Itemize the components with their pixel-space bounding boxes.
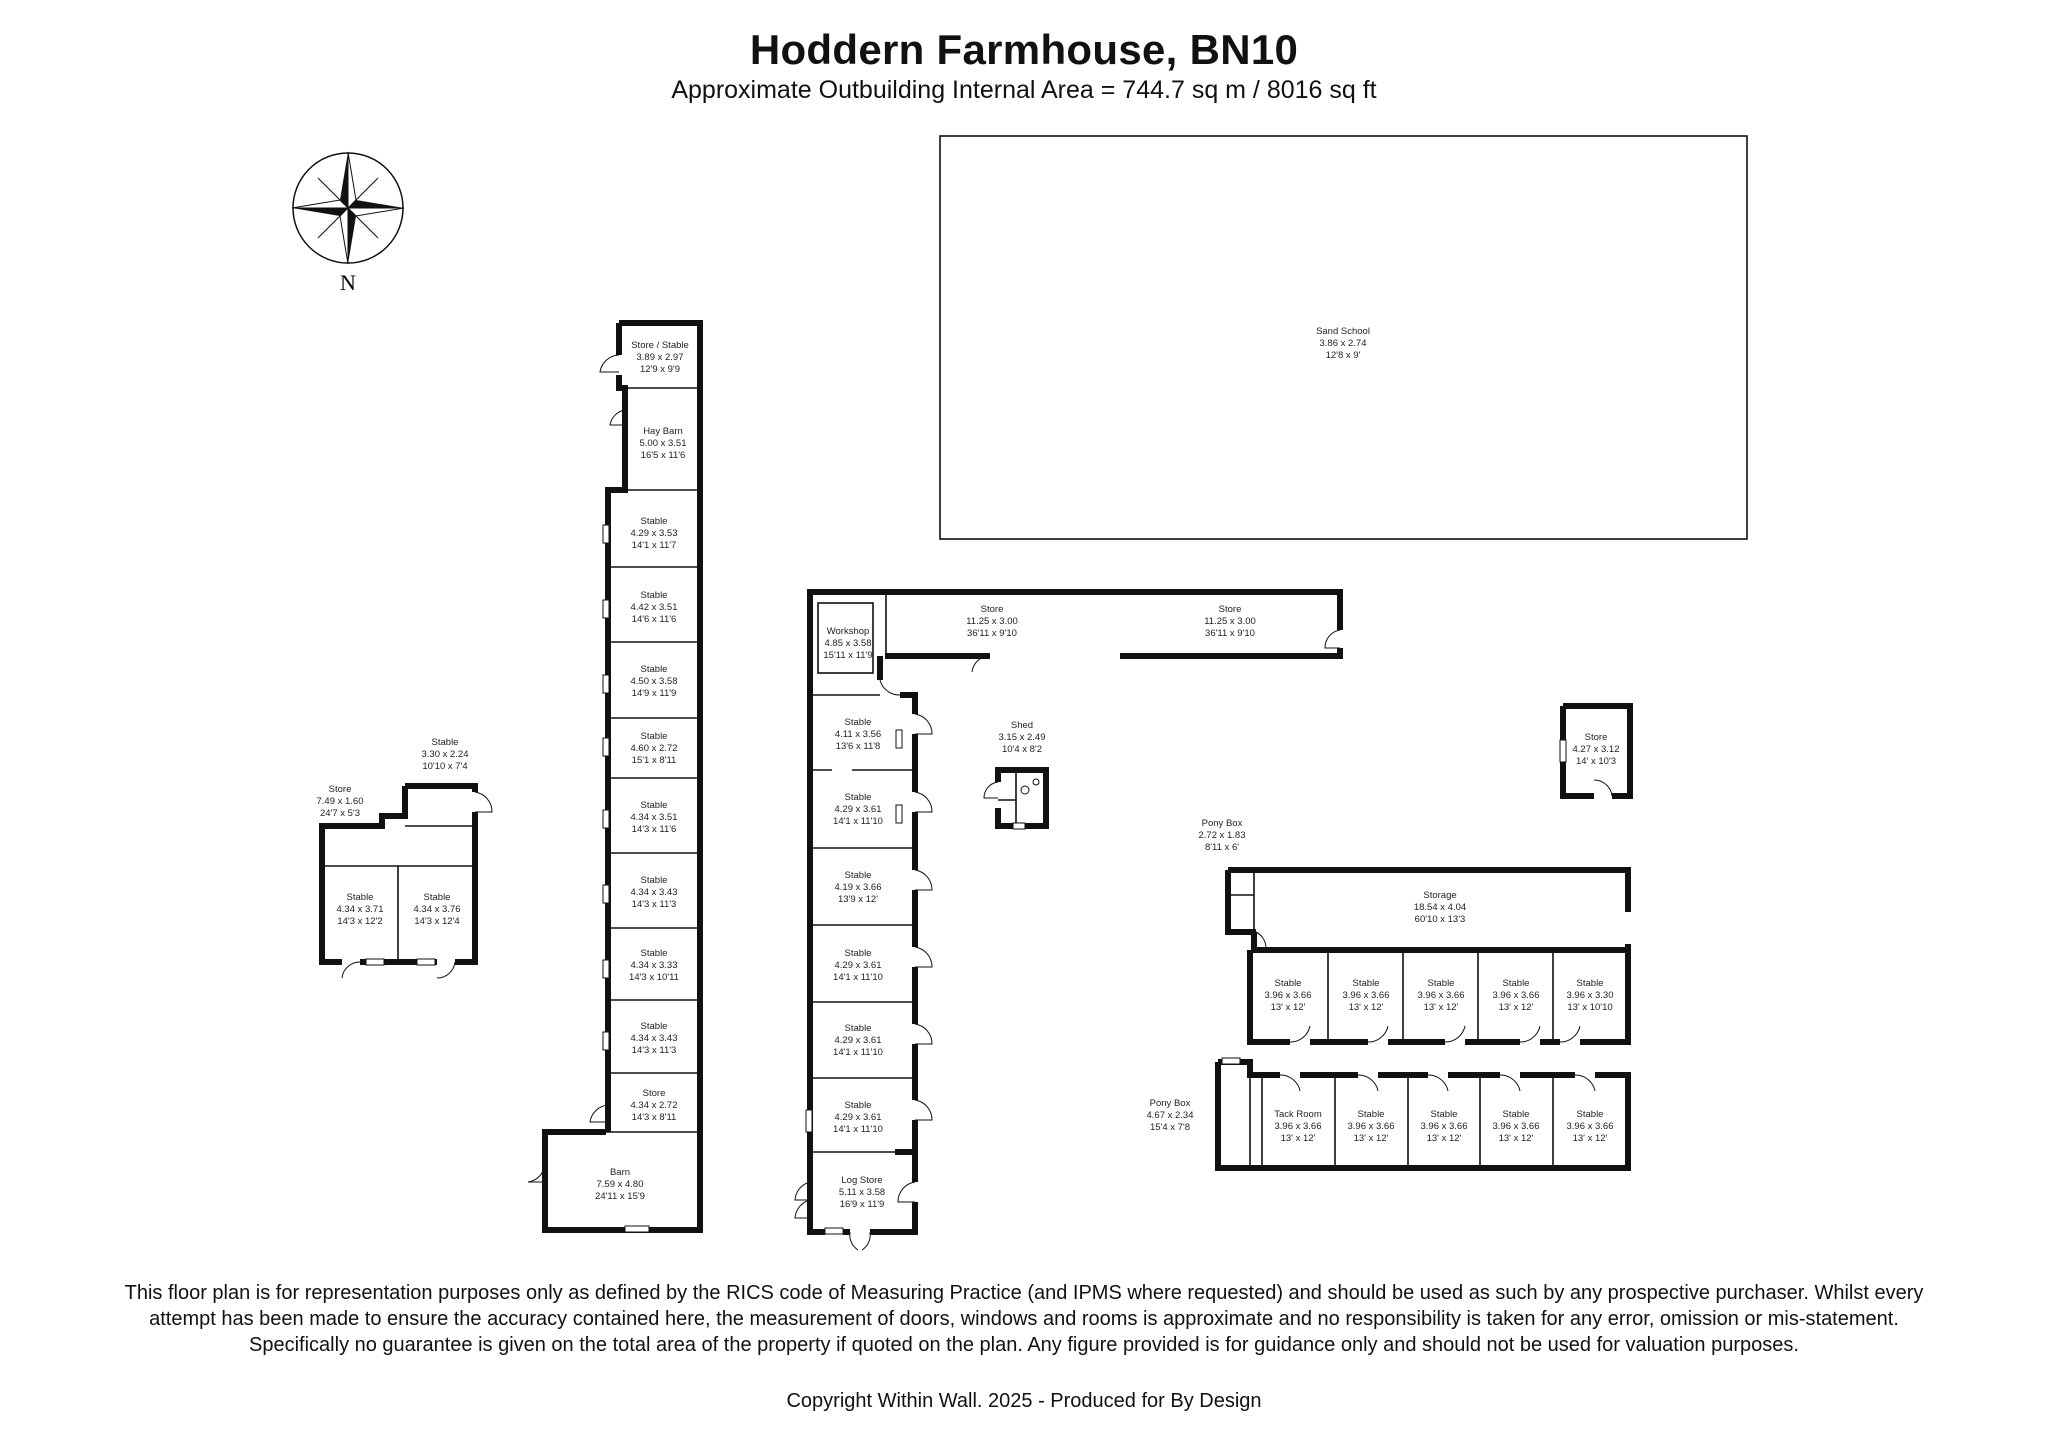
room-label-row2-stable-1 xyxy=(1347,1109,1394,1144)
svg-text:13' x 12': 13' x 12' xyxy=(1426,1133,1462,1144)
room-label-storage xyxy=(1414,890,1466,925)
room-label-workshop xyxy=(823,626,872,661)
svg-text:12'9 x 9'9: 12'9 x 9'9 xyxy=(639,364,681,375)
svg-text:3.96 x 3.66: 3.96 x 3.66 xyxy=(1274,1121,1322,1132)
svg-text:Stable: Stable xyxy=(640,1021,668,1032)
svg-text:3.96 x 3.66: 3.96 x 3.66 xyxy=(1342,990,1390,1001)
svg-text:Shed: Shed xyxy=(1010,720,1034,731)
svg-text:14'3 x 12'4: 14'3 x 12'4 xyxy=(414,916,460,927)
svg-text:8'11 x 6': 8'11 x 6' xyxy=(1204,842,1240,853)
room-label-right-store xyxy=(1572,732,1619,767)
room-label-column-stable-1 xyxy=(630,516,677,551)
room-label-middle-stable-1 xyxy=(835,717,881,752)
room-label-pony-box-2 xyxy=(1146,1098,1193,1133)
svg-text:Store: Store xyxy=(980,604,1004,615)
svg-text:Stable: Stable xyxy=(431,737,459,748)
svg-text:13' x 12': 13' x 12' xyxy=(1498,1133,1534,1144)
room-label-sand-school xyxy=(1316,326,1370,361)
svg-text:3.96 x 3.66: 3.96 x 3.66 xyxy=(1420,1121,1468,1132)
svg-text:15'1 x 8'11: 15'1 x 8'11 xyxy=(631,755,677,766)
svg-text:13'9 x 12': 13'9 x 12' xyxy=(837,894,879,905)
svg-text:Workshop: Workshop xyxy=(826,626,870,637)
svg-text:Pony Box: Pony Box xyxy=(1149,1098,1191,1109)
shed-building xyxy=(984,770,1046,829)
svg-text:24'11 x 15'9: 24'11 x 15'9 xyxy=(595,1191,645,1202)
svg-text:10'10 x 7'4: 10'10 x 7'4 xyxy=(422,761,468,772)
svg-text:13' x 12': 13' x 12' xyxy=(1423,1002,1459,1013)
svg-text:36'11 x 9'10: 36'11 x 9'10 xyxy=(967,628,1017,639)
svg-text:Log Store: Log Store xyxy=(841,1175,883,1186)
svg-text:4.29 x 3.61: 4.29 x 3.61 xyxy=(834,960,882,971)
svg-text:Stable: Stable xyxy=(844,870,872,881)
compass-north-label: N xyxy=(340,270,356,295)
svg-text:13' x 12': 13' x 12' xyxy=(1280,1133,1316,1144)
svg-text:13' x 12': 13' x 12' xyxy=(1572,1133,1608,1144)
svg-text:4.29 x 3.61: 4.29 x 3.61 xyxy=(834,1035,882,1046)
svg-text:Stable: Stable xyxy=(1427,978,1455,989)
room-label-column-stable-6 xyxy=(630,875,677,910)
room-label-barn xyxy=(595,1167,645,1202)
room-label-column-store xyxy=(630,1088,677,1123)
svg-text:4.34 x 3.76: 4.34 x 3.76 xyxy=(413,904,461,915)
svg-text:13' x 12': 13' x 12' xyxy=(1498,1002,1534,1013)
svg-text:7.49 x 1.60: 7.49 x 1.60 xyxy=(316,796,364,807)
room-label-row1-stable-5 xyxy=(1566,978,1613,1013)
svg-text:4.67 x 2.34: 4.67 x 2.34 xyxy=(1146,1110,1194,1121)
page-subtitle: Approximate Outbuilding Internal Area = 744.7 sq m / 8016 sq ft xyxy=(671,76,1377,104)
room-label-column-stable-8 xyxy=(630,1021,677,1056)
svg-text:Store / Stable: Store / Stable xyxy=(631,340,689,351)
svg-text:24'7 x 5'3: 24'7 x 5'3 xyxy=(319,808,361,819)
room-label-row1-stable-4 xyxy=(1492,978,1539,1013)
svg-text:Stable: Stable xyxy=(640,948,668,959)
svg-text:12'8 x 9': 12'8 x 9' xyxy=(1325,350,1361,361)
svg-text:3.96 x 3.66: 3.96 x 3.66 xyxy=(1492,1121,1540,1132)
svg-text:3.30 x 2.24: 3.30 x 2.24 xyxy=(421,749,469,760)
svg-text:3.89 x 2.97: 3.89 x 2.97 xyxy=(636,352,684,363)
svg-text:4.34 x 3.33: 4.34 x 3.33 xyxy=(630,960,678,971)
svg-text:14'3 x 8'11: 14'3 x 8'11 xyxy=(631,1112,677,1123)
svg-text:Stable: Stable xyxy=(1352,978,1380,989)
svg-text:Stable: Stable xyxy=(1357,1109,1385,1120)
svg-text:16'5 x 11'6: 16'5 x 11'6 xyxy=(640,450,686,461)
svg-text:14'3 x 11'3: 14'3 x 11'3 xyxy=(631,899,677,910)
svg-text:Stable: Stable xyxy=(640,875,668,886)
room-label-column-stable-4 xyxy=(630,731,677,766)
svg-text:14'1 x 11'7: 14'1 x 11'7 xyxy=(631,540,677,551)
room-label-left-store xyxy=(316,784,363,819)
svg-text:3.96 x 3.66: 3.96 x 3.66 xyxy=(1347,1121,1395,1132)
room-label-middle-stable-6 xyxy=(833,1100,883,1135)
room-label-store-stable xyxy=(631,340,689,375)
svg-text:7.59 x 4.80: 7.59 x 4.80 xyxy=(596,1179,644,1190)
room-label-column-stable-3 xyxy=(630,664,677,699)
svg-text:Storage: Storage xyxy=(1423,890,1457,901)
svg-text:Tack Room: Tack Room xyxy=(1274,1109,1322,1120)
svg-text:Stable: Stable xyxy=(346,892,374,903)
svg-text:3.96 x 3.66: 3.96 x 3.66 xyxy=(1492,990,1540,1001)
svg-text:4.34 x 2.72: 4.34 x 2.72 xyxy=(630,1100,678,1111)
svg-text:14'1 x 11'10: 14'1 x 11'10 xyxy=(833,972,883,983)
svg-text:Stable: Stable xyxy=(844,948,872,959)
room-label-row1-stable-3 xyxy=(1417,978,1464,1013)
svg-text:Pony Box: Pony Box xyxy=(1201,818,1243,829)
svg-text:Stable: Stable xyxy=(423,892,451,903)
svg-text:Stable: Stable xyxy=(1502,978,1530,989)
svg-text:11.25 x 3.00: 11.25 x 3.00 xyxy=(966,616,1018,627)
svg-text:Stable: Stable xyxy=(1430,1109,1458,1120)
svg-text:36'11 x 9'10: 36'11 x 9'10 xyxy=(1205,628,1255,639)
svg-text:14'6 x 11'6: 14'6 x 11'6 xyxy=(631,614,677,625)
room-label-long-store-2 xyxy=(1204,604,1256,639)
svg-text:5.11 x 3.58: 5.11 x 3.58 xyxy=(838,1187,886,1198)
svg-text:3.96 x 3.66: 3.96 x 3.66 xyxy=(1417,990,1465,1001)
room-label-middle-stable-3 xyxy=(834,870,881,905)
svg-text:Store: Store xyxy=(328,784,352,795)
room-label-left-stable-top xyxy=(421,737,468,772)
svg-text:16'9 x 11'9: 16'9 x 11'9 xyxy=(839,1199,885,1210)
svg-text:Stable: Stable xyxy=(640,731,668,742)
room-label-left-stable-a xyxy=(336,892,383,927)
svg-text:2.72 x 1.83: 2.72 x 1.83 xyxy=(1198,830,1246,841)
svg-text:3.15 x 2.49: 3.15 x 2.49 xyxy=(998,732,1046,743)
svg-text:4.42 x 3.51: 4.42 x 3.51 xyxy=(630,602,678,613)
svg-text:4.29 x 3.53: 4.29 x 3.53 xyxy=(630,528,678,539)
room-label-column-stable-5 xyxy=(630,800,677,835)
svg-text:Barn: Barn xyxy=(609,1167,631,1178)
room-label-column-stable-7 xyxy=(629,948,679,983)
svg-text:Hay Barn: Hay Barn xyxy=(643,426,683,437)
svg-text:13' x 10'10: 13' x 10'10 xyxy=(1567,1002,1613,1013)
svg-text:14'1 x 11'10: 14'1 x 11'10 xyxy=(833,1124,883,1135)
room-label-row2-stable-4 xyxy=(1566,1109,1613,1144)
page-title: Hoddern Farmhouse, BN10 xyxy=(749,26,1299,73)
svg-text:14' x 10'3: 14' x 10'3 xyxy=(1575,756,1617,767)
svg-text:4.60 x 2.72: 4.60 x 2.72 xyxy=(630,743,678,754)
svg-text:4.34 x 3.51: 4.34 x 3.51 xyxy=(630,812,678,823)
room-label-middle-stable-5 xyxy=(833,1023,883,1058)
svg-text:14'3 x 11'3: 14'3 x 11'3 xyxy=(631,1045,677,1056)
room-label-log-store xyxy=(839,1175,885,1210)
svg-text:Store: Store xyxy=(1584,732,1608,743)
svg-text:Stable: Stable xyxy=(640,590,668,601)
svg-text:14'3 x 10'11: 14'3 x 10'11 xyxy=(629,972,679,983)
svg-text:14'3 x 12'2: 14'3 x 12'2 xyxy=(337,916,383,927)
svg-text:4.29 x 3.61: 4.29 x 3.61 xyxy=(834,804,882,815)
room-label-hay-barn xyxy=(639,426,686,461)
svg-text:Stable: Stable xyxy=(640,664,668,675)
svg-text:4.34 x 3.43: 4.34 x 3.43 xyxy=(630,887,678,898)
svg-text:Store: Store xyxy=(1218,604,1242,615)
svg-text:Stable: Stable xyxy=(640,800,668,811)
svg-text:4.34 x 3.71: 4.34 x 3.71 xyxy=(336,904,384,915)
room-label-row1-stable-2 xyxy=(1342,978,1389,1013)
room-label-left-stable-b xyxy=(413,892,460,927)
svg-text:10'4 x 8'2: 10'4 x 8'2 xyxy=(1001,744,1043,755)
disclaimer-text: This floor plan is for representation purposes only as defined by the RICS code of Measuring Practice (and IPMS where requested) and should be used as such by any prospective purchaser. Whilst every attempt has been made to ensure the accuracy contained here, the measurement of doors, windows and rooms is approximate and no responsibility is taken for any error, omission or mis-statement. Specifically no guarantee is given on the total area of the property if quoted on the plan. Any figure provided is for guidance only and should not be used for valuation purposes. xyxy=(124,1282,1924,1356)
room-label-row2-stable-2 xyxy=(1420,1109,1467,1144)
room-label-row2-stable-3 xyxy=(1492,1109,1539,1144)
svg-text:4.29 x 3.61: 4.29 x 3.61 xyxy=(834,1112,882,1123)
svg-text:Stable: Stable xyxy=(844,717,872,728)
svg-text:15'11 x 11'9: 15'11 x 11'9 xyxy=(823,650,873,661)
svg-text:13'6 x 11'8: 13'6 x 11'8 xyxy=(835,741,881,752)
svg-text:15'4 x 7'8: 15'4 x 7'8 xyxy=(1149,1122,1191,1133)
svg-text:4.27 x 3.12: 4.27 x 3.12 xyxy=(1572,744,1620,755)
svg-text:Stable: Stable xyxy=(640,516,668,527)
room-label-pony-box-1 xyxy=(1198,818,1245,853)
svg-text:Stable: Stable xyxy=(1274,978,1302,989)
svg-text:14'9 x 11'9: 14'9 x 11'9 xyxy=(631,688,677,699)
svg-text:60'10 x 13'3: 60'10 x 13'3 xyxy=(1414,914,1466,925)
middle-building xyxy=(795,592,1340,1250)
room-label-shed xyxy=(998,720,1045,755)
svg-text:4.19 x 3.66: 4.19 x 3.66 xyxy=(834,882,882,893)
room-label-long-store-1 xyxy=(966,604,1018,639)
svg-text:3.96 x 3.30: 3.96 x 3.30 xyxy=(1566,990,1614,1001)
room-label-column-stable-2 xyxy=(630,590,677,625)
svg-text:3.86 x 2.74: 3.86 x 2.74 xyxy=(1319,338,1367,349)
svg-text:13' x 12': 13' x 12' xyxy=(1353,1133,1389,1144)
svg-text:3.96 x 3.66: 3.96 x 3.66 xyxy=(1566,1121,1614,1132)
svg-text:Stable: Stable xyxy=(1576,978,1604,989)
compass-rose-icon xyxy=(292,152,404,264)
svg-text:4.34 x 3.43: 4.34 x 3.43 xyxy=(630,1033,678,1044)
svg-text:Stable: Stable xyxy=(844,792,872,803)
svg-text:4.85 x 3.58: 4.85 x 3.58 xyxy=(824,638,872,649)
svg-text:14'1 x 11'10: 14'1 x 11'10 xyxy=(833,1047,883,1058)
svg-text:5.00 x 3.51: 5.00 x 3.51 xyxy=(639,438,687,449)
svg-text:Store: Store xyxy=(642,1088,666,1099)
svg-text:18.54 x 4.04: 18.54 x 4.04 xyxy=(1413,902,1467,913)
svg-text:Stable: Stable xyxy=(1576,1109,1604,1120)
svg-text:Stable: Stable xyxy=(1502,1109,1530,1120)
svg-text:4.11 x 3.56: 4.11 x 3.56 xyxy=(834,729,882,740)
svg-text:13' x 12': 13' x 12' xyxy=(1348,1002,1384,1013)
svg-text:Stable: Stable xyxy=(844,1100,872,1111)
svg-text:Sand School: Sand School xyxy=(1316,326,1370,337)
svg-text:13' x 12': 13' x 12' xyxy=(1270,1002,1306,1013)
room-label-row1-stable-1 xyxy=(1264,978,1311,1013)
svg-text:14'1 x 11'10: 14'1 x 11'10 xyxy=(833,816,883,827)
svg-text:3.96 x 3.66: 3.96 x 3.66 xyxy=(1264,990,1312,1001)
room-label-middle-stable-4 xyxy=(833,948,883,983)
svg-text:14'3 x 11'6: 14'3 x 11'6 xyxy=(631,824,677,835)
svg-text:Stable: Stable xyxy=(844,1023,872,1034)
room-label-tack-room xyxy=(1274,1109,1322,1144)
copyright-text: Copyright Within Wall. 2025 - Produced for By Design xyxy=(786,1390,1262,1412)
svg-text:4.50 x 3.58: 4.50 x 3.58 xyxy=(630,676,678,687)
room-label-middle-stable-2 xyxy=(833,792,883,827)
svg-text:11.25 x 3.00: 11.25 x 3.00 xyxy=(1204,616,1256,627)
